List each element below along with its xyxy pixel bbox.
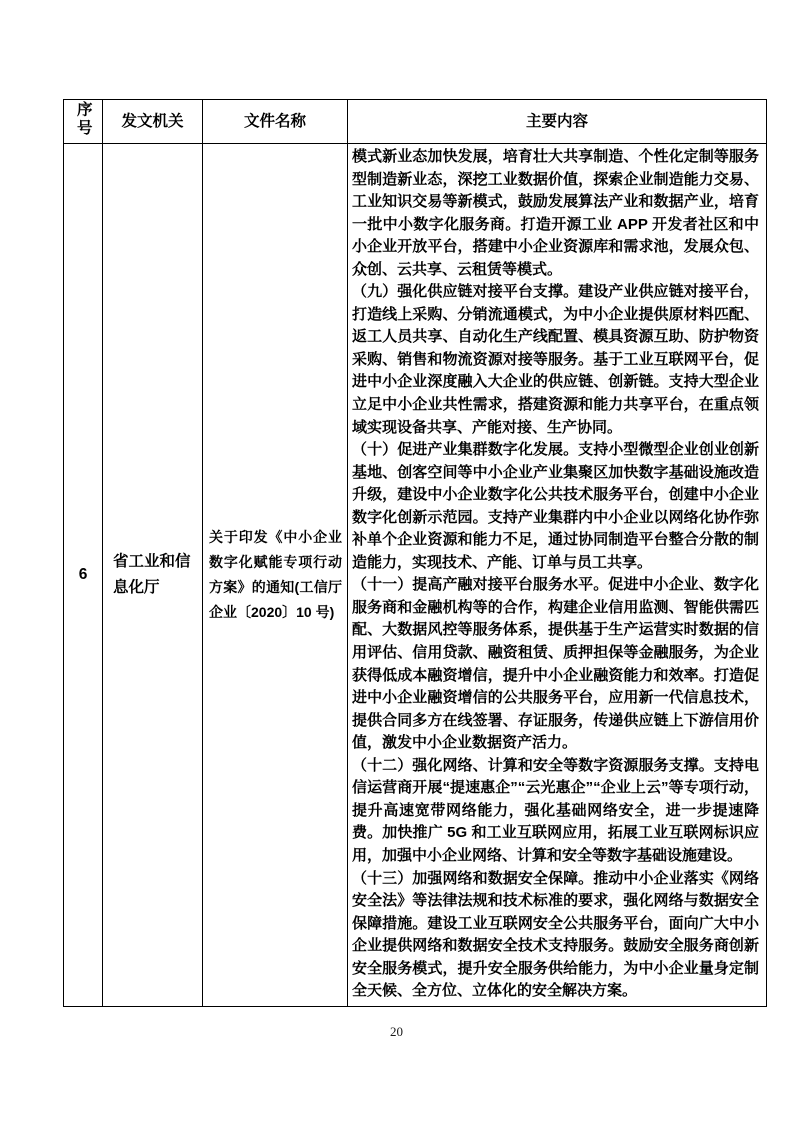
document-table (63, 99, 767, 1007)
header-agency: 发文机关 (103, 100, 203, 144)
page-number: 20 (390, 1024, 403, 1039)
row-index-cell: 6 (64, 144, 103, 1007)
header-index (64, 100, 103, 144)
content-paragraph: （十一）提高产融对接平台服务水平。促进中小企业、数字化服务商和金融机构等的合作，构建企业信用监测、智能供需匹配、大数据风控等服务体系，提供基于生产运营实时数据的信用评估、信用贷款、融资租赁、质押担保等金融服务，为企业获得低成本融资增信，提升中小企业融资能力和效率。打造促进中小企业融资增信的公共服务平台，应用新一代信息技术，提供合同多方在线签署、存证服务，传递供应链上下游信用价值，激发中小企业数据资产活力。 (352, 576, 759, 752)
content-paragraph: 模式新业态加快发展，培育壮大共享制造、个性化定制等服务型制造新业态，深挖工业数据价值，探索企业制造能力交易、工业知识交易等新模式，鼓励发展算法产业和数据产业，培育一批中小数字化服务商。打造开源工业 APP 开发者社区和中小企业开放平台，搭建中小企业资源库和需求池，发展众包、众创、云共享、云租赁等模式。 (352, 148, 759, 278)
table-row (64, 144, 767, 1007)
table-header-row (64, 100, 767, 144)
header-main-content: 主要内容 (348, 100, 767, 144)
document-title-cell: 关于印发《中小企业数字化赋能专项行动方案》的通知(工信厅企业〔2020〕10 号) (203, 144, 348, 1007)
content-paragraph: （十三）加强网络和数据安全保障。推动中小企业落实《网络安全法》等法律法规和技术标准的要求，强化网络与数据安全保障措施。建设工业互联网安全公共服务平台，面向广大中小企业提供网络和数据安全技术支持服务。鼓励安全服务商创新安全服务模式，提升安全服务供给能力，为中小企业量身定制全天候、全方位、立体化的安全解决方案。 (352, 869, 759, 1000)
content-paragraph: （十）促进产业集群数字化发展。支持小型微型企业创业创新基地、创客空间等中小企业产业集聚区加快数字基础设施改造升级，建设中小企业数字化公共技术服务平台，创建中小企业数字化创新示范园。支持产业集群内中小企业以网络化协作弥补单个企业资源和能力不足，通过协同制造平台整合分散的制造能力，实现技术、产能、订单与员工共享。 (352, 441, 759, 571)
content-paragraph: （九）强化供应链对接平台支撑。建设产业供应链对接平台，打造线上采购、分销流通模式，为中小企业提供原材料匹配、返工人员共享、自动化生产线配置、模具资源互助、防护物资采购、销售和物流资源对接等服务。基于工业互联网平台，促进中小企业深度融入大企业的供应链、创新链。支持大型企业立足中小企业共性需求，搭建资源和能力共享平台，在重点领域实现设备共享、产能对接、生产协同。 (352, 283, 759, 436)
header-document-title: 文件名称 (203, 100, 348, 144)
header-index-label: 序号 (74, 100, 92, 138)
main-content-cell (348, 144, 767, 1007)
agency-cell: 省工业和信息化厅 (103, 144, 203, 1007)
content-paragraph: （十二）强化网络、计算和安全等数字资源服务支撑。支持电信运营商开展“提速惠企”“云光惠企”“企业上云”等专项行动，提升高速宽带网络能力，强化基础网络安全，进一步提速降费。加快推广 5G 和工业互联网应用，拓展工业互联网标识应用，加强中小企业网络、计算和安全等数字基础设施建设。 (352, 756, 759, 864)
